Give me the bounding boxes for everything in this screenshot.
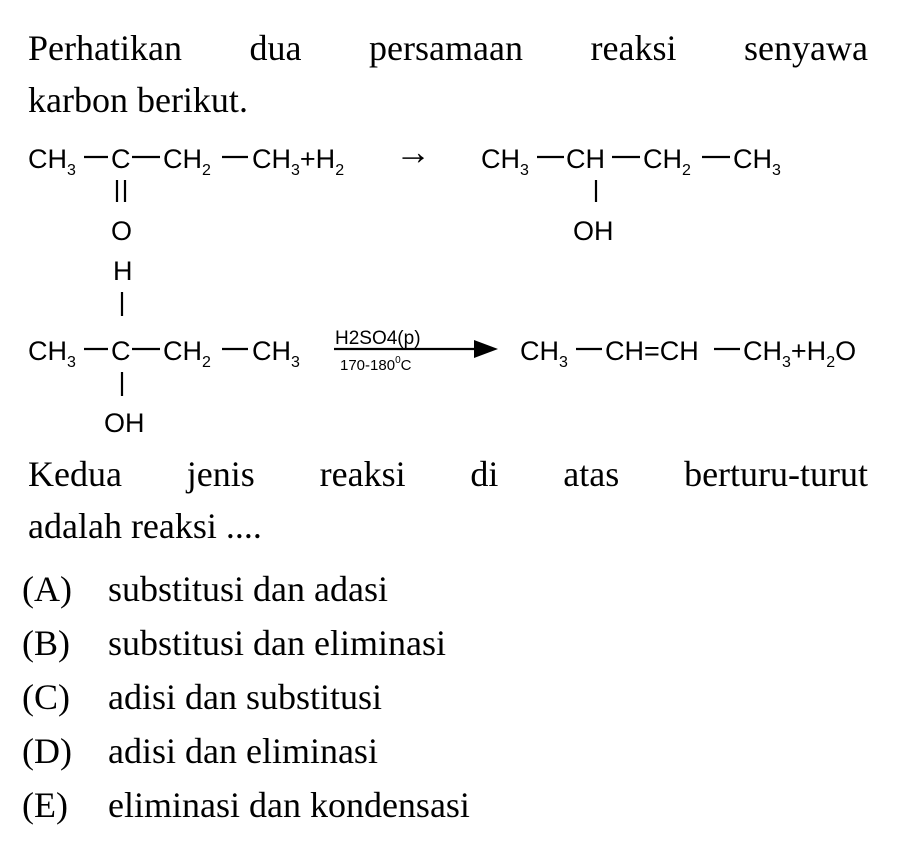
answer-options xyxy=(22,562,882,832)
question-intro-line1: Perhatikan dua persamaan reaksi senyawa xyxy=(28,28,868,68)
option-text: substitusi dan eliminasi xyxy=(108,623,446,663)
r1-reactant-c: C xyxy=(111,144,131,174)
option-text: adisi dan eliminasi xyxy=(108,731,378,771)
r1-product-ch2: $CH_2$ xyxy=(643,144,691,179)
option-e[interactable] xyxy=(22,778,882,832)
r1-product-ch3: $CH_3$ xyxy=(481,144,529,179)
question-prompt xyxy=(28,448,868,552)
option-d[interactable] xyxy=(22,724,882,778)
question-intro-line2: karbon berikut. xyxy=(28,80,248,120)
r2-reactant-h: H xyxy=(113,256,133,286)
r2-reactant-oh: OH xyxy=(104,408,145,438)
option-c[interactable] xyxy=(22,670,882,724)
reaction1-reactant xyxy=(28,144,344,246)
reaction2-product xyxy=(520,336,856,371)
r1-product-ch3-end: $CH_3$ xyxy=(733,144,781,179)
option-text: adisi dan substitusi xyxy=(108,677,383,717)
r1-reactant-o: O xyxy=(111,216,133,246)
r1-product-ch: CH xyxy=(566,144,605,174)
option-text: substitusi dan adasi xyxy=(108,569,388,609)
r2-condition-bottom: $170-180^0C$ xyxy=(340,355,412,374)
r2-product-ch3: $CH_3$ xyxy=(520,336,568,371)
r2-reactant-c: C xyxy=(111,336,131,366)
r1-product-oh: OH xyxy=(573,216,614,246)
r2-condition-top: H2SO4(p) xyxy=(335,328,421,349)
r1-reactant-ch2: $CH_2$ xyxy=(163,144,211,179)
r1-reactant-ch3-end: $CH_3+H_2$ xyxy=(252,144,345,179)
option-a[interactable] xyxy=(22,562,882,616)
r1-reactant-ch3: $CH_3$ xyxy=(28,144,76,179)
option-letter: (C) xyxy=(22,677,70,717)
option-letter: (A) xyxy=(22,569,72,609)
option-letter: (D) xyxy=(22,731,72,771)
r2-condition-arrow xyxy=(334,328,498,374)
r2-reactant-ch3-end: $CH_3$ xyxy=(252,336,300,371)
r2-reactant-ch3: $CH_3$ xyxy=(28,336,76,371)
r2-product-chch: CH=CH xyxy=(605,336,699,366)
question-prompt-line2: adalah reaksi .... xyxy=(28,506,262,546)
reaction2-reactant xyxy=(28,256,300,438)
r2-product-ch3-end: $CH_3+H_2O$ xyxy=(743,336,857,371)
r1-arrow: → xyxy=(395,131,431,172)
option-letter: (B) xyxy=(22,623,70,663)
option-b[interactable] xyxy=(22,616,882,670)
option-text: eliminasi dan kondensasi xyxy=(108,785,470,825)
r2-reactant-ch2: $CH_2$ xyxy=(163,336,211,371)
reaction1-product xyxy=(481,144,781,246)
question-prompt-line1: Kedua jenis reaksi di atas berturu-turut xyxy=(28,454,868,494)
arrow-head-icon xyxy=(474,340,498,358)
option-letter: (E) xyxy=(22,785,68,825)
